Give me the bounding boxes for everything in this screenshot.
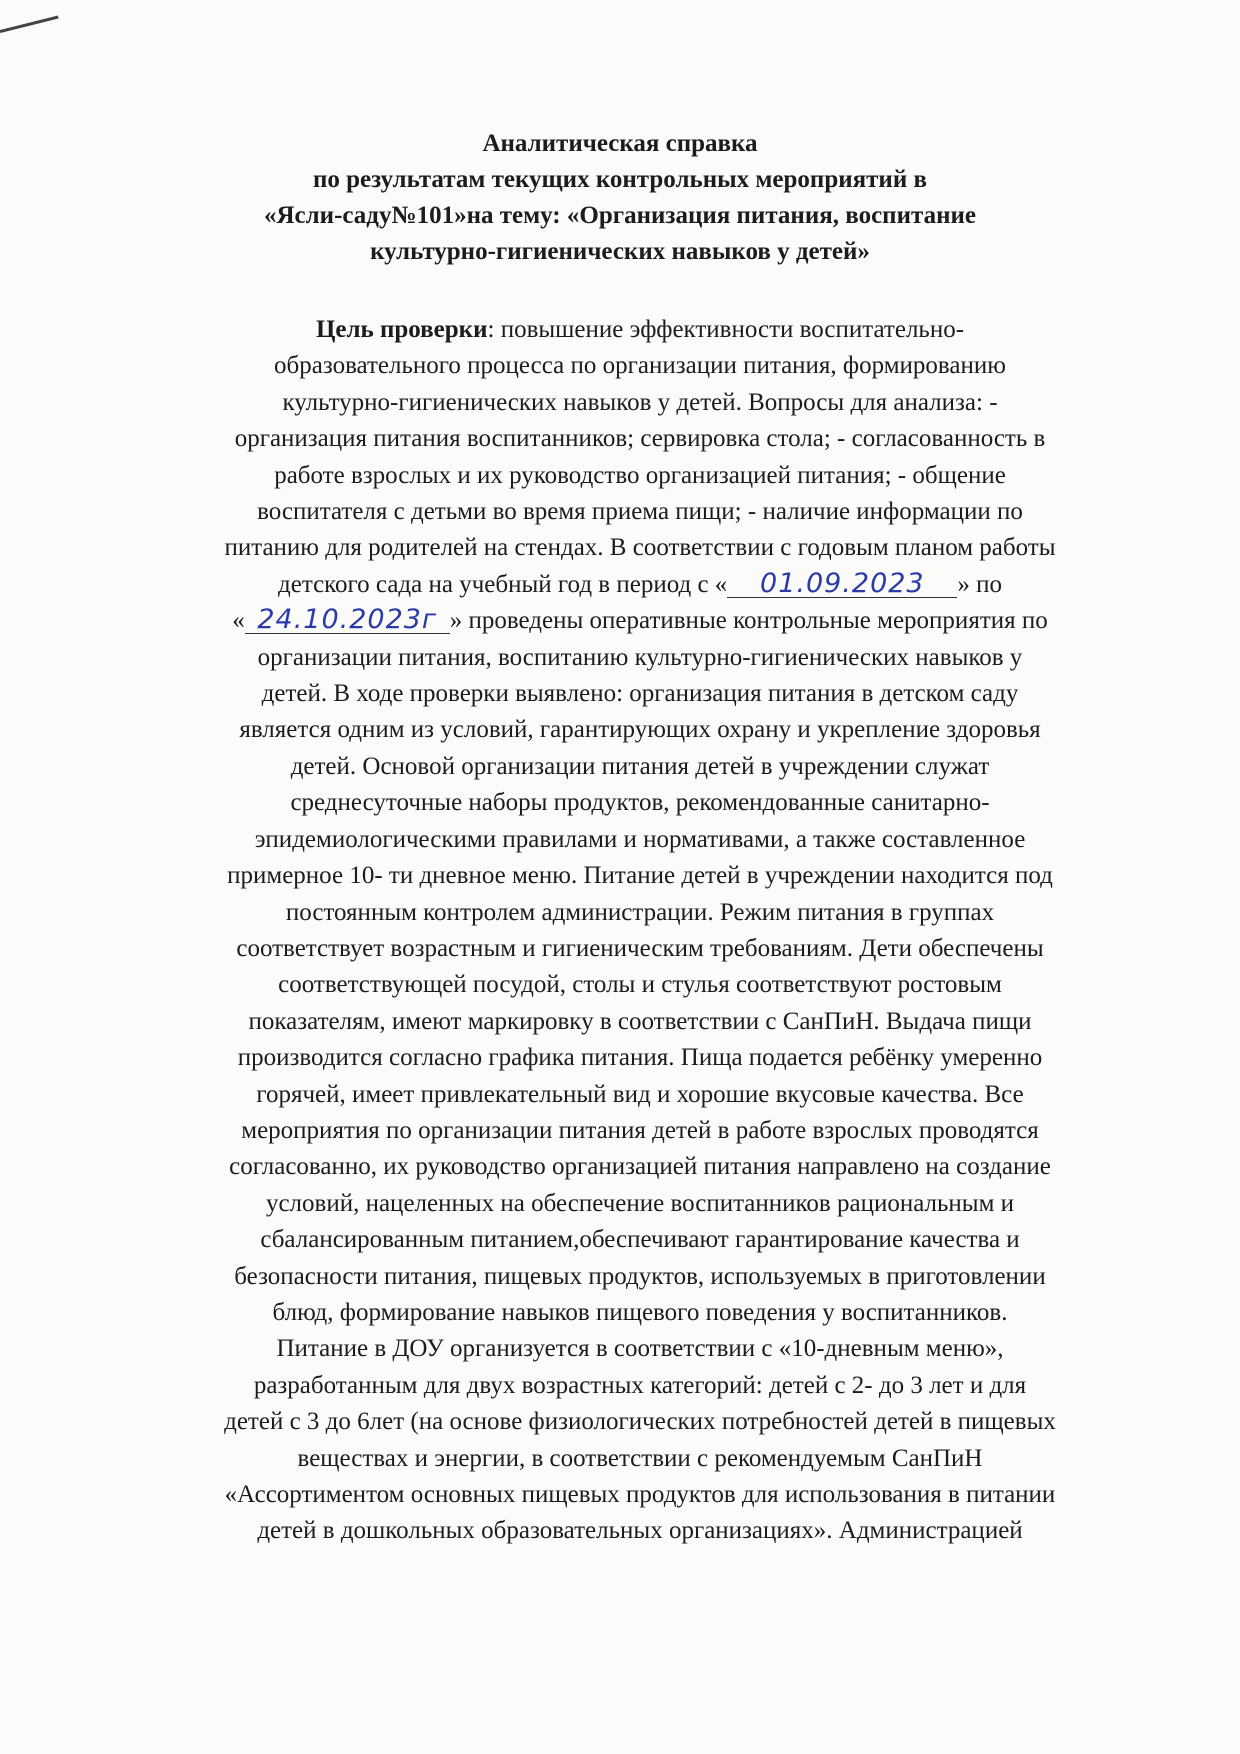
body-line: постоянным контролем администрации. Режим питания в группах <box>285 898 995 926</box>
body-line: культурно-гигиенических навыков у детей. Вопросы для анализа: - <box>282 388 998 416</box>
body-line: Питание в ДОУ организуется в соответствии с «10-дневным меню», <box>276 1335 1004 1363</box>
goal-line <box>150 312 1130 348</box>
title-line: культурно-гигиенических навыков у детей» <box>370 238 870 265</box>
body-line: сбалансированным питанием,обеспечивают гарантирование качества и <box>260 1226 1020 1254</box>
body-line: производится согласно графика питания. Пища подается ребёнку умеренно <box>237 1044 1043 1072</box>
body-line: организация питания воспитанников; сервировка стола; - согласованность в <box>234 425 1046 453</box>
body-line: примерное 10- ти дневное меню. Питание детей в учреждении находится под <box>227 862 1053 890</box>
open-quote: « <box>232 607 245 635</box>
body-line: образовательного процесса по организации питания, формированию <box>274 352 1006 380</box>
body-line: детей. В ходе проверки выявлено: организация питания в детском саду <box>261 680 1019 708</box>
title-line: Аналитическая справка <box>482 130 758 157</box>
body-line: мероприятия по организации питания детей в работе взрослых проводятся <box>241 1116 1039 1144</box>
body-line: детей с 3 до 6лет (на основе физиологических потребностей детей в пищевых <box>224 1408 1056 1436</box>
body-line: условий, нацеленных на обеспечение воспитанников рациональным и <box>265 1189 1015 1217</box>
body-line: эпидемиологическими правилами и нормативами, а также составленное <box>254 825 1026 853</box>
handwritten-date-from: 01.09.2023 <box>727 571 957 598</box>
period-line-2 <box>150 603 1130 639</box>
handwritten-date-to: 24.10.2023г <box>245 607 450 634</box>
body-line: горячей, имеет привлекательный вид и хорошие вкусовые качества. Все <box>256 1080 1024 1108</box>
period-prefix: детского сада на учебный год в период с « <box>278 570 728 598</box>
pen-stroke-mark <box>0 16 59 33</box>
goal-label: Цель проверки <box>315 316 488 343</box>
body-line: работе взрослых и их руководство организацией питания; - общение <box>274 461 1006 489</box>
document-title <box>100 126 1140 270</box>
body-line: воспитателя с детьми во время приема пищи; - наличие информации по <box>257 498 1023 526</box>
document-body <box>150 312 1130 1550</box>
body-line: показателям, имеют маркировку в соответствии с СанПиН. Выдача пищи <box>248 1007 1032 1035</box>
body-line: блюд, формирование навыков пищевого поведения у воспитанников. <box>272 1298 1008 1326</box>
body-line: согласованно, их руководство организацией питания направлено на создание <box>229 1153 1051 1181</box>
goal-text: : повышение эффективности воспитательно- <box>487 316 965 343</box>
body-line: среднесуточные наборы продуктов, рекомендованные санитарно- <box>290 789 990 817</box>
body-line: организации питания, воспитанию культурно-гигиенических навыков у <box>257 643 1023 671</box>
period-mid: » по <box>957 570 1002 598</box>
title-line: «Ясли-саду№101»на тему: «Организация питания, воспитание <box>264 202 976 229</box>
title-line: по результатам текущих контрольных мероприятий в <box>312 166 927 193</box>
body-line: соответствующей посудой, столы и стулья соответствуют ростовым <box>278 971 1002 999</box>
body-line: разработанным для двух возрастных категорий: детей с 2- до 3 лет и для <box>253 1371 1027 1399</box>
after-date-text: » проведены оперативные контрольные мероприятия по <box>449 607 1048 635</box>
period-line <box>150 567 1130 603</box>
body-line: веществах и энергии, в соответствии с рекомендуемым СанПиН <box>297 1444 983 1472</box>
body-line: детей в дошкольных образовательных организациях». Администрацией <box>257 1517 1023 1545</box>
body-line: безопасности питания, пищевых продуктов, используемых в приготовлении <box>234 1262 1046 1290</box>
body-line: питанию для родителей на стендах. В соответствии с годовым планом работы <box>224 534 1056 562</box>
body-line: детей. Основой организации питания детей в учреждении служат <box>290 752 990 780</box>
body-line: «Ассортиментом основных пищевых продуктов для использования в питании <box>224 1481 1056 1508</box>
body-line: соответствует возрастным и гигиеническим требованиям. Дети обеспечены <box>236 934 1044 962</box>
body-line: является одним из условий, гарантирующих охрану и укрепление здоровья <box>239 716 1041 744</box>
